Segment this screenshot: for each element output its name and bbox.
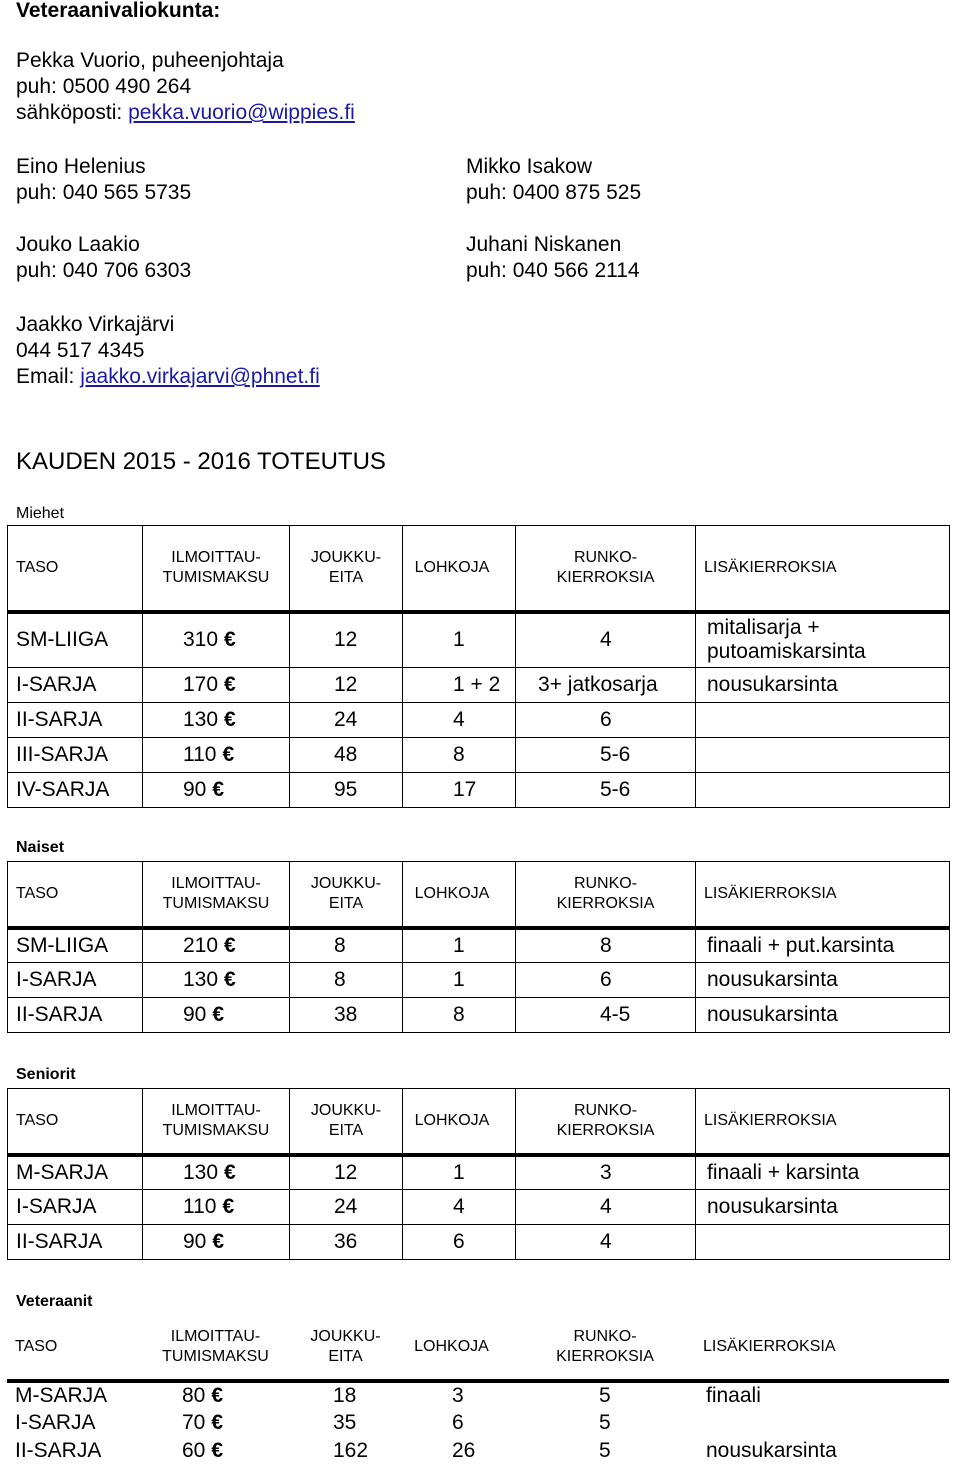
committee-title: Veteraanivaliokunta: xyxy=(16,0,221,22)
cell-rounds: 5 xyxy=(599,1384,611,1407)
cell-groups: 6 xyxy=(452,1411,464,1434)
table-row xyxy=(8,668,950,703)
cell-fee xyxy=(143,612,290,668)
cell-teams: 12 xyxy=(290,668,403,703)
cell-teams: 8 xyxy=(290,928,403,963)
cell-teams: 24 xyxy=(290,703,403,738)
euro-icon: € xyxy=(224,673,236,696)
fee-value: 90 xyxy=(183,1003,207,1026)
cell-fee xyxy=(143,1225,290,1260)
cell-fee xyxy=(143,1155,290,1190)
cell-rounds: 5 xyxy=(599,1411,611,1434)
header-rounds xyxy=(515,1315,695,1381)
cell-extra xyxy=(696,1155,950,1190)
cell-groups: 8 xyxy=(403,998,516,1033)
header-groups xyxy=(402,1315,515,1381)
header-rounds-text: RUNKO- xyxy=(573,1101,638,1119)
cell-teams: 24 xyxy=(290,1190,403,1225)
header-rounds-text: KIERROKSIA xyxy=(556,1348,654,1365)
header-rounds-text: KIERROKSIA xyxy=(556,894,655,912)
header-fee-text: TUMISMAKSU xyxy=(162,1121,270,1139)
cell-extra xyxy=(696,703,950,738)
header-extra xyxy=(695,1315,949,1381)
cell-fee xyxy=(142,1381,289,1409)
fee-value: 60 xyxy=(182,1439,206,1462)
season-title: KAUDEN 2015 - 2016 TOTEUTUS xyxy=(16,448,386,475)
cell-rounds: 6 xyxy=(516,703,696,738)
header-rounds-text: KIERROKSIA xyxy=(556,1121,655,1139)
cell-extra xyxy=(695,1381,949,1409)
header-teams-text: EITA xyxy=(328,1121,364,1139)
cell-groups: 17 xyxy=(403,773,516,808)
extra-text: nousukarsinta xyxy=(706,1439,837,1462)
header-extra-text: LISÄKIERROKSIA xyxy=(704,558,837,576)
header-fee-text: TUMISMAKSU xyxy=(162,568,270,586)
header-groups-text: LOHKOJA xyxy=(414,1111,490,1129)
euro-icon: € xyxy=(212,1003,225,1026)
cell-extra xyxy=(696,668,950,703)
extra-text: nousukarsinta xyxy=(707,1003,838,1026)
extra-text: finaali + put.karsinta xyxy=(707,933,895,957)
cell-fee xyxy=(143,928,290,963)
cell-rounds: 5 xyxy=(599,1439,611,1462)
header-groups-text: LOHKOJA xyxy=(414,1338,489,1355)
header-fee-text: TUMISMAKSU xyxy=(162,1348,269,1365)
cell-teams: 12 xyxy=(290,612,403,668)
table-row xyxy=(8,998,950,1033)
euro-icon: € xyxy=(222,743,235,766)
cell-fee xyxy=(143,998,290,1033)
header-rounds-text: RUNKO- xyxy=(573,1328,637,1345)
member-email-line xyxy=(16,364,320,390)
header-groups-text: LOHKOJA xyxy=(414,884,490,902)
chair-name: Pekka Vuorio, puheenjohtaja xyxy=(16,49,284,72)
table-row xyxy=(7,1437,949,1465)
cell-level: SM-LIIGA xyxy=(8,612,143,668)
member-phone: puh: 040 566 2114 xyxy=(466,259,640,282)
cell-rounds: 5-6 xyxy=(516,773,696,808)
extra-text: nousukarsinta xyxy=(707,673,838,696)
cell-fee xyxy=(143,773,290,808)
cell-level: I-SARJA xyxy=(8,668,143,703)
header-groups-text: LOHKOJA xyxy=(414,558,490,576)
cell-groups: 4 xyxy=(403,703,516,738)
header-taso-text: TASO xyxy=(16,1111,59,1129)
header-extra xyxy=(696,862,950,928)
cell-rounds: 6 xyxy=(516,963,696,998)
cell-rounds: 5-6 xyxy=(516,738,696,773)
fee-value: 110 xyxy=(183,1195,217,1218)
cell-fee xyxy=(142,1409,289,1437)
cell-extra xyxy=(696,928,950,963)
cell-rounds: 4 xyxy=(516,1225,696,1260)
table-row xyxy=(8,1225,950,1260)
header-rounds xyxy=(516,1089,696,1155)
cell-extra xyxy=(696,738,950,773)
fee-value: 130 xyxy=(183,1160,219,1184)
table-row xyxy=(7,1381,949,1409)
cell-teams: 38 xyxy=(290,998,403,1033)
fee-value: 130 xyxy=(183,968,219,991)
cell-groups: 6 xyxy=(403,1225,516,1260)
extra-text: finaali xyxy=(706,1384,761,1407)
table-row xyxy=(8,738,950,773)
table-header-row xyxy=(7,1315,949,1381)
cell-fee xyxy=(143,1190,290,1225)
header-teams-text: JOUKKU- xyxy=(310,1328,381,1345)
cell-groups: 4 xyxy=(403,1190,516,1225)
table-row xyxy=(8,1190,950,1225)
veterans-table xyxy=(7,1315,949,1465)
header-rounds-text: RUNKO- xyxy=(573,548,638,566)
fee-value: 70 xyxy=(182,1411,206,1434)
header-extra-text: LISÄKIERROKSIA xyxy=(704,1111,837,1129)
cell-level: I-SARJA xyxy=(8,1190,143,1225)
member-name: Eino Helenius xyxy=(16,155,146,178)
cell-groups: 1 xyxy=(403,928,516,963)
member-name: Jouko Laakio xyxy=(16,233,140,256)
fee-value: 210 xyxy=(183,933,219,957)
header-teams-text: JOUKKU- xyxy=(310,874,382,892)
header-extra xyxy=(696,1089,950,1155)
cell-level: IV-SARJA xyxy=(8,773,143,808)
euro-icon: € xyxy=(222,1195,235,1218)
extra-text: nousukarsinta xyxy=(707,1195,838,1218)
header-rounds xyxy=(516,526,696,612)
cell-rounds: 4 xyxy=(516,1190,696,1225)
cell-teams: 36 xyxy=(290,1225,403,1260)
header-fee xyxy=(143,526,290,612)
cell-fee xyxy=(142,1437,289,1465)
cell-groups: 3 xyxy=(452,1384,464,1407)
header-teams-text: JOUKKU- xyxy=(310,548,382,566)
header-taso-text: TASO xyxy=(16,558,59,576)
header-teams-text: JOUKKU- xyxy=(310,1101,382,1119)
header-fee-text: ILMOITTAU- xyxy=(171,1101,261,1119)
cell-extra xyxy=(696,1190,950,1225)
euro-icon: € xyxy=(212,778,225,801)
header-fee-text: ILMOITTAU- xyxy=(170,1328,261,1345)
header-teams xyxy=(290,862,403,928)
table-row xyxy=(8,773,950,808)
men-table xyxy=(7,525,950,808)
table-row xyxy=(8,612,950,668)
header-taso xyxy=(8,1089,143,1155)
cell-teams: 95 xyxy=(290,773,403,808)
header-extra-text: LISÄKIERROKSIA xyxy=(704,884,837,902)
cell-fee xyxy=(143,963,290,998)
euro-icon: € xyxy=(224,933,236,957)
section-label-women: Naiset xyxy=(16,839,65,856)
cell-extra xyxy=(696,963,950,998)
header-extra xyxy=(696,526,950,612)
header-teams xyxy=(290,1089,403,1155)
euro-icon: € xyxy=(211,1439,224,1462)
cell-rounds: 3 xyxy=(516,1155,696,1190)
header-taso xyxy=(8,526,143,612)
fee-value: 130 xyxy=(183,708,219,731)
chair-email-label: sähköposti: xyxy=(16,101,129,124)
header-fee xyxy=(143,1089,290,1155)
euro-icon: € xyxy=(224,968,236,991)
cell-level: SM-LIIGA xyxy=(8,928,143,963)
header-fee-text: ILMOITTAU- xyxy=(171,548,261,566)
cell-teams: 12 xyxy=(290,1155,403,1190)
header-groups xyxy=(403,1089,516,1155)
header-fee-text: TUMISMAKSU xyxy=(162,894,270,912)
section-label-veterans: Veteraanit xyxy=(16,1293,93,1310)
cell-teams: 18 xyxy=(333,1384,357,1407)
euro-icon: € xyxy=(211,1384,224,1407)
header-teams-text: EITA xyxy=(328,894,364,912)
cell-rounds: 8 xyxy=(516,928,696,963)
header-groups xyxy=(403,862,516,928)
cell-fee xyxy=(143,703,290,738)
header-taso-text: TASO xyxy=(15,1338,58,1355)
member-phone: 044 517 4345 xyxy=(16,339,145,362)
member-phone: puh: 040 706 6303 xyxy=(16,259,192,282)
header-rounds-text: RUNKO- xyxy=(573,874,638,892)
section-label-men: Miehet xyxy=(16,505,65,522)
member-email-link[interactable]: jaakko.virkajarvi@phnet.fi xyxy=(80,365,320,388)
euro-icon: € xyxy=(211,1411,224,1434)
header-extra-text: LISÄKIERROKSIA xyxy=(703,1338,836,1355)
header-groups xyxy=(403,526,516,612)
cell-level: II-SARJA xyxy=(8,998,143,1033)
cell-extra xyxy=(695,1409,949,1437)
member-name: Mikko Isakow xyxy=(466,155,593,178)
cell-extra xyxy=(696,998,950,1033)
cell-extra xyxy=(696,612,950,668)
women-table xyxy=(7,861,950,1033)
chair-email-line xyxy=(16,100,355,126)
member-name: Juhani Niskanen xyxy=(466,233,622,256)
member-email-label: Email: xyxy=(16,365,81,388)
header-fee xyxy=(143,862,290,928)
euro-icon: € xyxy=(224,628,236,652)
header-fee xyxy=(142,1315,289,1381)
member-phone: puh: 0400 875 525 xyxy=(466,181,642,204)
table-header-row xyxy=(8,862,950,928)
table-header-row xyxy=(8,1089,950,1155)
header-teams-text: EITA xyxy=(328,1348,363,1365)
euro-icon: € xyxy=(224,708,236,731)
cell-fee xyxy=(143,668,290,703)
cell-extra xyxy=(696,773,950,808)
table-row xyxy=(8,928,950,963)
cell-groups: 8 xyxy=(403,738,516,773)
cell-rounds: 3+ jatkosarja xyxy=(516,668,696,703)
fee-value: 90 xyxy=(183,1230,207,1253)
cell-groups: 1 + 2 xyxy=(403,668,516,703)
cell-extra xyxy=(696,1225,950,1260)
table-row xyxy=(8,963,950,998)
seniors-table xyxy=(7,1088,950,1260)
table-row xyxy=(8,1155,950,1190)
cell-teams: 8 xyxy=(290,963,403,998)
table-header-row xyxy=(8,526,950,612)
header-rounds xyxy=(516,862,696,928)
cell-level: II-SARJA xyxy=(15,1439,102,1462)
cell-groups: 1 xyxy=(403,612,516,668)
chair-email-link[interactable]: pekka.vuorio@wippies.fi xyxy=(128,101,355,124)
member-name: Jaakko Virkajärvi xyxy=(16,313,175,336)
table-row xyxy=(7,1409,949,1437)
header-rounds-text: KIERROKSIA xyxy=(556,568,655,586)
cell-groups: 1 xyxy=(403,963,516,998)
fee-value: 310 xyxy=(183,628,219,652)
cell-level: M-SARJA xyxy=(8,1155,143,1190)
cell-teams: 162 xyxy=(333,1439,369,1462)
cell-teams: 35 xyxy=(333,1411,357,1434)
cell-level: II-SARJA xyxy=(8,703,143,738)
member-phone: puh: 040 565 5735 xyxy=(16,181,192,204)
header-teams xyxy=(289,1315,402,1381)
header-taso xyxy=(7,1315,142,1381)
header-teams-text: EITA xyxy=(328,568,364,586)
fee-value: 170 xyxy=(183,673,219,696)
header-taso-text: TASO xyxy=(16,884,59,902)
header-teams xyxy=(290,526,403,612)
cell-groups: 26 xyxy=(452,1439,476,1462)
section-label-seniors: Seniorit xyxy=(16,1066,76,1083)
cell-extra xyxy=(695,1437,949,1465)
euro-icon: € xyxy=(224,1160,236,1184)
cell-level: II-SARJA xyxy=(8,1225,143,1260)
cell-level: M-SARJA xyxy=(15,1384,108,1407)
cell-fee xyxy=(143,738,290,773)
cell-groups: 1 xyxy=(403,1155,516,1190)
header-taso xyxy=(8,862,143,928)
header-fee-text: ILMOITTAU- xyxy=(171,874,261,892)
cell-level: I-SARJA xyxy=(8,963,143,998)
fee-value: 110 xyxy=(183,743,217,766)
cell-rounds: 4-5 xyxy=(516,998,696,1033)
cell-level: III-SARJA xyxy=(8,738,143,773)
cell-rounds: 4 xyxy=(516,612,696,668)
fee-value: 80 xyxy=(182,1384,206,1407)
extra-text: mitalisarja + xyxy=(707,616,820,640)
table-row xyxy=(8,703,950,738)
chair-phone: puh: 0500 490 264 xyxy=(16,75,192,98)
extra-text: finaali + karsinta xyxy=(707,1160,860,1184)
euro-icon: € xyxy=(212,1230,225,1253)
extra-text: nousukarsinta xyxy=(707,968,838,991)
extra-text-line2: putoamiskarsinta xyxy=(707,640,866,664)
cell-level: I-SARJA xyxy=(15,1411,96,1434)
fee-value: 90 xyxy=(183,778,207,801)
cell-teams: 48 xyxy=(290,738,403,773)
